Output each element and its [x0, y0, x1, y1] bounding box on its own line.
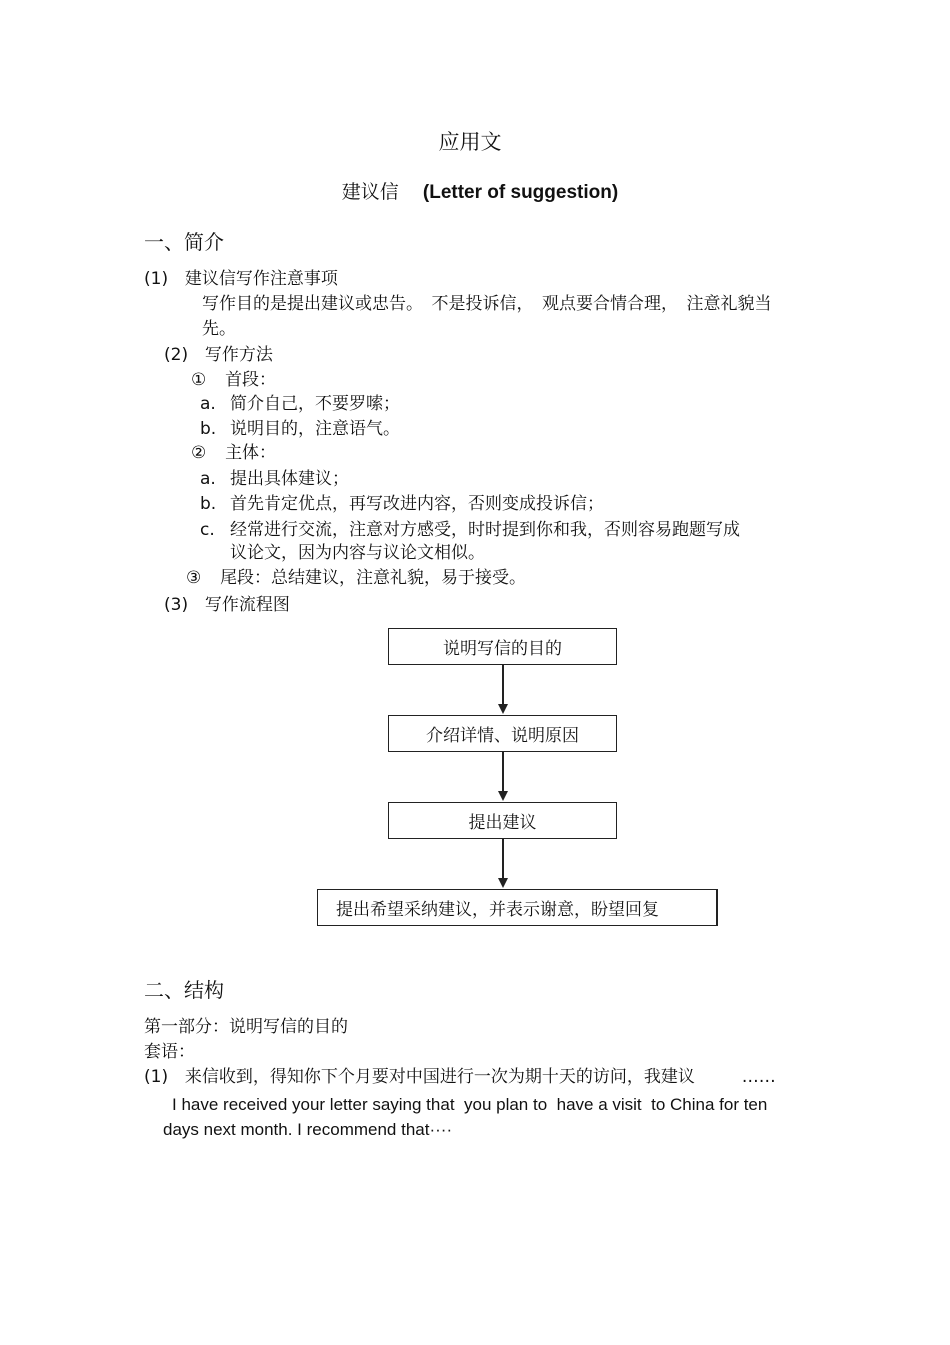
sub-item-label: 首段： [225, 370, 277, 390]
list-item-2 [164, 344, 273, 366]
list-item-text: 经常进行交流，注意对方感受，时时提到你和我，否则容易跑题写成 [230, 520, 740, 540]
page-title: 应用文 [438, 130, 502, 154]
list-item [200, 418, 400, 440]
sub-item-ending [186, 567, 526, 589]
list-item [200, 468, 349, 490]
list-item [200, 493, 604, 515]
circled-number: ③ [186, 568, 202, 588]
item-title: 建议信写作注意事项 [184, 269, 338, 289]
list-item-3 [164, 594, 290, 616]
circled-number: ② [191, 443, 207, 463]
flow-arrow [502, 665, 504, 705]
item-title: 写作流程图 [204, 595, 290, 615]
sub-item-opening [191, 369, 276, 391]
section-heading-intro: 一、简介 [144, 230, 224, 254]
item-number: (1) [144, 1067, 169, 1087]
sub-item-text: 尾段：总结建议，注意礼貌，易于接受。 [220, 568, 527, 588]
flow-step-purpose: 说明写信的目的 [388, 628, 617, 665]
paragraph-line: 先。 [202, 319, 236, 339]
flow-step-closing: 提出希望采纳建议，并表示谢意，盼望回复 [317, 889, 718, 926]
list-item-text: 简介自己，不要罗嗦； [230, 394, 400, 414]
list-item-text-continued: 议论文，因为内容与议论文相似。 [230, 543, 485, 563]
item-title: 写作方法 [204, 345, 273, 365]
item-number: (2) [164, 345, 189, 365]
list-item-text: 提出具体建议； [230, 469, 349, 489]
subtitle-chinese: 建议信 [341, 181, 399, 203]
flow-arrow-head [498, 791, 508, 801]
list-item [200, 519, 740, 541]
part-title: 第一部分：说明写信的目的 [144, 1017, 348, 1037]
item-number: (1) [144, 269, 169, 289]
example-english-line: days next month. I recommend that···· [163, 1120, 453, 1139]
subtitle-english: (Letter of suggestion) [422, 182, 619, 203]
letter-marker: a. [200, 394, 216, 414]
letter-marker: b. [200, 494, 217, 514]
list-item-1 [144, 268, 338, 290]
letter-marker: c. [200, 520, 215, 540]
ellipsis: …… [741, 1067, 776, 1087]
paragraph-line: 写作目的是提出建议或忠告。 不是投诉信， 观点要合情合理， 注意礼貌当 [202, 294, 772, 314]
flow-arrow [502, 752, 504, 792]
letter-marker: a. [200, 469, 216, 489]
flow-arrow-head [498, 878, 508, 888]
phrases-label: 套语： [144, 1042, 195, 1062]
section-heading-structure: 二、结构 [144, 978, 224, 1002]
sub-item-label: 主体： [225, 443, 277, 463]
example-item-1 [144, 1066, 776, 1088]
circled-number: ① [191, 370, 207, 390]
example-chinese: 来信收到，得知你下个月要对中国进行一次为期十天的访问，我建议 [184, 1067, 695, 1087]
flow-arrow [502, 839, 504, 879]
list-item-text: 说明目的，注意语气。 [230, 419, 400, 439]
flow-arrow-head [498, 704, 508, 714]
flow-step-details: 介绍详情、说明原因 [388, 715, 617, 752]
page-subtitle [0, 179, 950, 206]
list-item [200, 393, 400, 415]
sub-item-body [191, 442, 276, 464]
example-english-line: I have received your letter saying that you plan to have a visit to China for ten [172, 1095, 768, 1114]
flow-step-suggestion: 提出建议 [388, 802, 617, 839]
item-number: (3) [164, 595, 189, 615]
list-item-text: 首先肯定优点，再写改进内容，否则变成投诉信； [230, 494, 604, 514]
letter-marker: b. [200, 419, 217, 439]
